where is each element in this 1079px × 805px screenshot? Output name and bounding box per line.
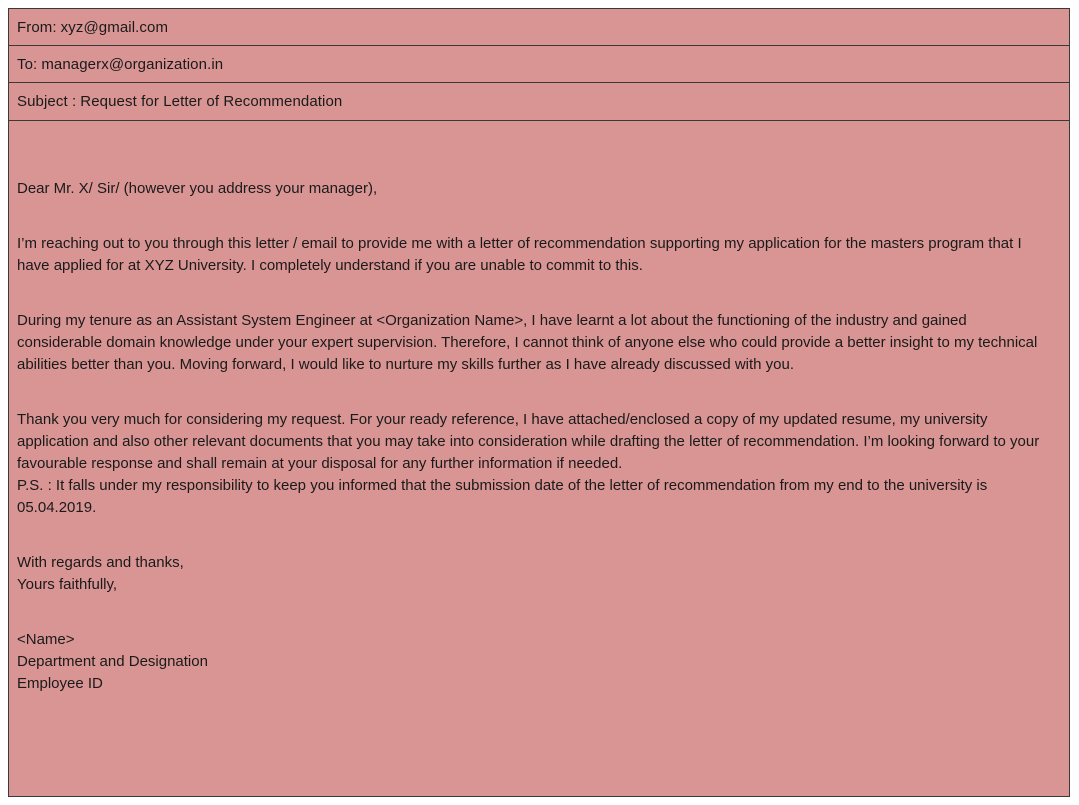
signature-department: Department and Designation	[17, 653, 208, 670]
subject-value: Request for Letter of Recommendation	[80, 93, 343, 110]
email-body	[9, 121, 1069, 695]
from-label: From:	[17, 18, 57, 36]
from-row	[9, 9, 1069, 46]
paragraph-thanks: Thank you very much for considering my request. For your ready reference, I have attached/enclosed a copy of my updated resume, my university application and also other relevant documents that you may take into consideration while drafting the letter of recommendation. I’m looking forward to your favourable response and shall remain at your disposal for any further information if needed.	[17, 411, 1040, 472]
email-letter	[8, 8, 1070, 797]
closing-block	[17, 552, 1055, 596]
signature-block	[17, 629, 1055, 695]
from-value: xyz@gmail.com	[60, 18, 169, 36]
closing-regards: With regards and thanks,	[17, 554, 184, 571]
to-value: managerx@organization.in	[41, 55, 224, 73]
subject-row	[9, 83, 1069, 121]
salutation: Dear Mr. X/ Sir/ (however you address your manager),	[17, 180, 378, 197]
paragraph-request: I’m reaching out to you through this letter / email to provide me with a letter of recommendation supporting my application for the masters program that I have applied for at XYZ University. I completely understand if you are unable to commit to this.	[17, 235, 1022, 274]
subject-label: Subject :	[17, 93, 77, 110]
paragraph-tenure: During my tenure as an Assistant System Engineer at <Organization Name>, I have learnt a lot about the functioning of the industry and gained considerable domain knowledge under your expert supervision. Therefore, I cannot think of anyone else who could provide a better insight to my technical abilities better than you. Moving forward, I would like to nurture my skills further as I have already discussed with you.	[17, 312, 1038, 373]
postscript: P.S. : It falls under my responsibility to keep you informed that the submission date of the letter of recommendation from my end to the university is 05.04.2019.	[17, 477, 988, 516]
closing-faithfully: Yours faithfully,	[17, 576, 118, 593]
signature-employee-id: Employee ID	[17, 675, 103, 692]
signature-name: <Name>	[17, 631, 75, 648]
to-label: To:	[17, 55, 38, 73]
to-row	[9, 46, 1069, 83]
